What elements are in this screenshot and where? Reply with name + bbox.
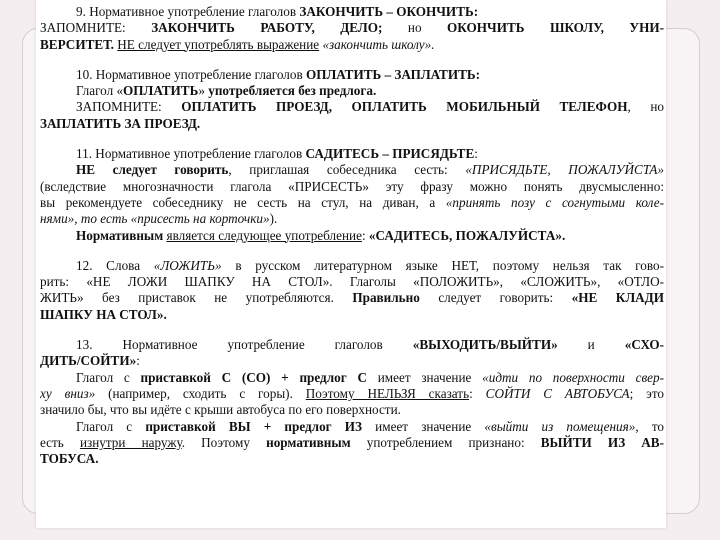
section-13-heading: 13. Нормативное употребление глаголов «ВЫХОДИТЬ/ВЫЙТИ» и «СХО-: [76, 337, 665, 353]
section-11-line-2: НЕ следует говорить, приглашая собеседника сесть: «ПРИСЯДЬТЕ, ПОЖАЛУЙСТА»: [76, 162, 664, 178]
section-11-line-6: Нормативным является следующее употребление: «САДИТЕСЬ, ПОЖАЛУЙСТА».: [76, 227, 566, 243]
section-10-line-2: Глагол «ОПЛАТИТЬ» употребляется без предлога.: [76, 83, 377, 99]
section-13-line-2: ДИТЬ/СОЙТИ»:: [40, 353, 140, 369]
section-9-heading: 9. Нормативное употребление глаголов ЗАКОНЧИТЬ – ОКОНЧИТЬ:: [76, 4, 479, 19]
section-10-line-3: ЗАПОМНИТЕ: ОПЛАТИТЬ ПРОЕЗД, ОПЛАТИТЬ МОБИЛЬНЫЙ ТЕЛЕФОН, но: [76, 99, 664, 115]
section-11-line-4: вы рекомендуете собеседнику не сесть на стул, на диван, а «принять позу с согнутыми коле-: [40, 194, 664, 210]
section-10-line-4: ЗАПЛАТИТЬ ЗА ПРОЕЗД.: [40, 115, 201, 131]
section-9: [40, 4, 664, 53]
section-13-line-3: Глагол с приставкой С (СО) + предлог С имеет значение «идти по поверхности свер-: [76, 369, 665, 385]
section-9-line-3: ВЕРСИТЕТ. НЕ следует употреблять выражение «закончить школу».: [40, 36, 435, 52]
section-12-line-3: ЖИТЬ» без приставок не употребляются. Правильно следует говорить: «НЕ КЛАДИ: [40, 290, 665, 306]
section-13-line-5: значило бы, что вы идёте с крыши автобуса по его поверхности.: [40, 402, 401, 418]
section-11-line-5: нями», то есть «присесть на корточки»).: [40, 211, 278, 227]
section-11-line-3: (вследствие многозначности глагола «ПРИСЕСТЬ» эту фразу можно понять двусмысленно:: [40, 178, 664, 194]
document-text: [40, 4, 664, 481]
section-13-line-4: ху вниз» (например, сходить с горы). Поэтому НЕЛЬЗЯ сказать: СОЙТИ С АВТОБУСА; это: [40, 385, 665, 401]
section-12-heading: 12. Слова «ЛОЖИТЬ» в русском литературном языке НЕТ, поэтому нельзя так гово-: [76, 257, 664, 273]
section-12: [40, 258, 664, 323]
section-13-line-7: есть изнутри наружу. Поэтому нормативным употреблением признано: ВЫЙТИ ИЗ АВ-: [40, 434, 664, 450]
section-12-line-2: рить: «НЕ ЛОЖИ ШАПКУ НА СТОЛ». Глаголы «ПОЛОЖИТЬ», «СЛОЖИТЬ», «ОТЛО-: [40, 274, 664, 290]
section-13-line-6: Глагол с приставкой ВЫ + предлог ИЗ имеет значение «выйти из помещения», то: [76, 418, 665, 434]
section-11-heading: 11. Нормативное употребление глаголов САДИТЕСЬ – ПРИСЯДЬТЕ:: [76, 146, 478, 162]
section-10-heading: 10. Нормативное употребление глаголов ОПЛАТИТЬ – ЗАПЛАТИТЬ:: [76, 66, 481, 82]
section-11: [40, 146, 664, 244]
section-13: [40, 337, 664, 467]
section-13-line-8: ТОБУСА.: [40, 451, 99, 467]
section-9-line-2: ЗАПОМНИТЕ: ЗАКОНЧИТЬ РАБОТУ, ДЕЛО; но ОКОНЧИТЬ ШКОЛУ, УНИ-: [40, 20, 664, 36]
document-page: [36, 0, 666, 528]
section-12-line-4: ШАПКУ НА СТОЛ».: [40, 306, 167, 322]
section-10: [40, 67, 664, 132]
